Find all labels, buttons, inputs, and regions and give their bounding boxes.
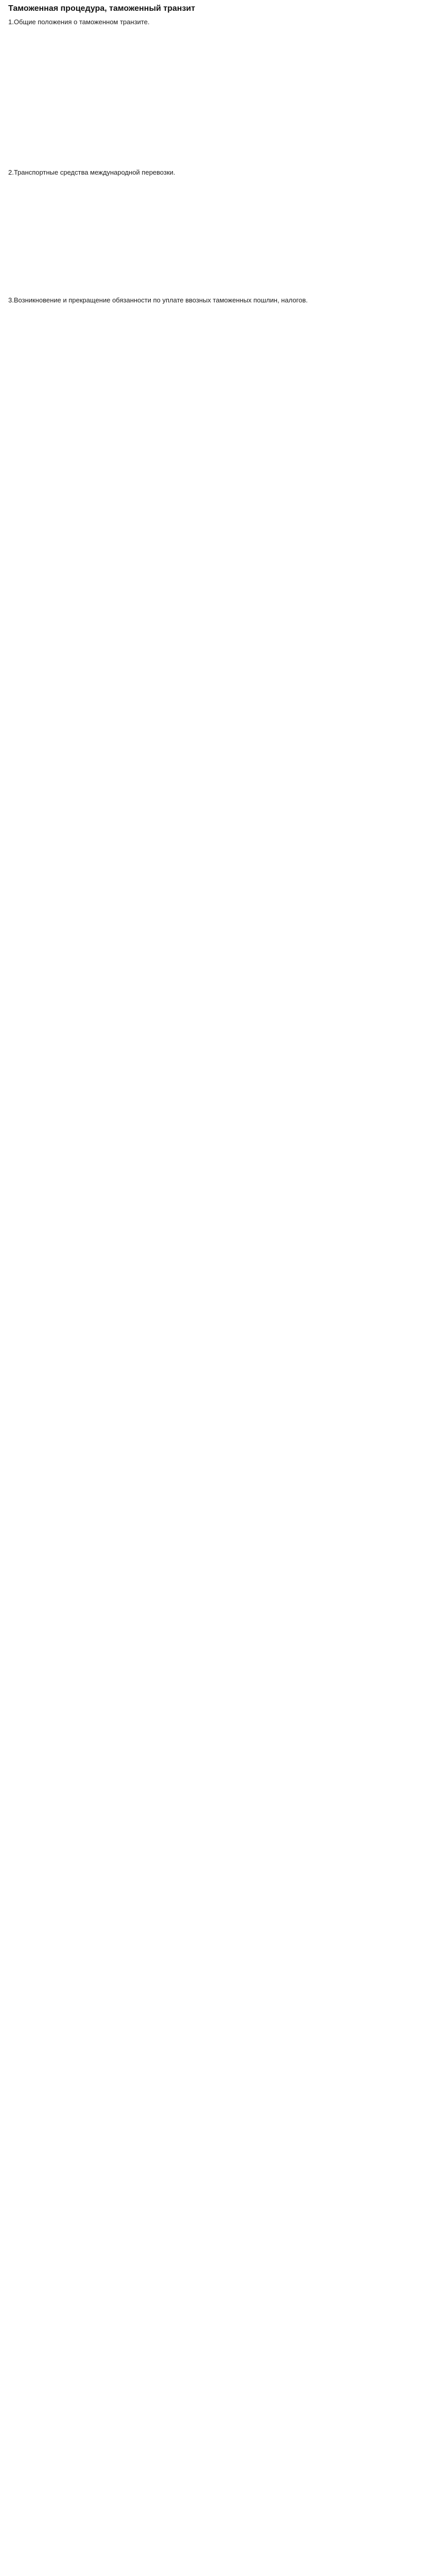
paragraph bbox=[8, 40, 428, 49]
paragraph bbox=[8, 63, 428, 72]
paragraph bbox=[8, 247, 428, 257]
section bbox=[8, 296, 428, 441]
paragraph bbox=[8, 142, 428, 151]
paragraph bbox=[8, 364, 428, 373]
paragraph bbox=[8, 179, 428, 189]
paragraph bbox=[8, 281, 428, 291]
paragraph bbox=[8, 259, 428, 268]
paragraph bbox=[8, 341, 428, 350]
paragraph bbox=[8, 386, 428, 396]
paragraph bbox=[8, 120, 428, 129]
paragraph bbox=[8, 420, 428, 430]
paragraph bbox=[8, 131, 428, 140]
paragraph bbox=[8, 375, 428, 384]
paragraph bbox=[8, 225, 428, 234]
paragraph bbox=[8, 52, 428, 61]
page-title: Таможенная процедура, таможенный транзит bbox=[8, 4, 196, 13]
document-body bbox=[8, 18, 428, 441]
paragraph bbox=[8, 432, 428, 441]
section bbox=[8, 168, 428, 291]
paragraph bbox=[8, 154, 428, 163]
paragraph bbox=[8, 213, 428, 223]
paragraph bbox=[8, 108, 428, 117]
paragraph bbox=[8, 86, 428, 95]
section-heading: 3.Возникновение и прекращение обязанности по уплате ввозных таможенных пошлин, налогов. bbox=[8, 296, 308, 304]
paragraph bbox=[8, 97, 428, 106]
paragraph bbox=[8, 236, 428, 245]
paragraph bbox=[8, 398, 428, 407]
document bbox=[8, 4, 428, 441]
paragraph bbox=[8, 191, 428, 200]
paragraph bbox=[8, 270, 428, 279]
paragraph bbox=[8, 318, 428, 328]
paragraph bbox=[8, 352, 428, 362]
section-heading: 2.Транспортные средства международной перевозки. bbox=[8, 168, 176, 176]
paragraph bbox=[8, 330, 428, 339]
paragraph bbox=[8, 307, 428, 316]
paragraph bbox=[8, 202, 428, 211]
section bbox=[8, 18, 428, 163]
paragraph bbox=[8, 74, 428, 83]
section-heading: 1.Общие положения о таможенном транзите. bbox=[8, 18, 150, 26]
paragraph bbox=[8, 29, 428, 38]
paragraph bbox=[8, 409, 428, 418]
